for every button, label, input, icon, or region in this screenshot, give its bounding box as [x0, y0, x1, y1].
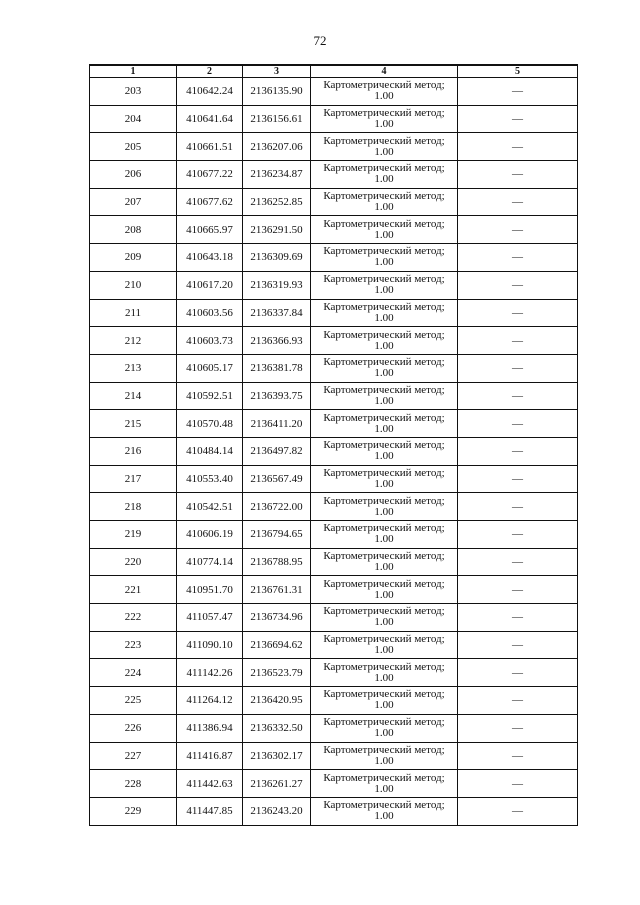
empty-dash: — — [512, 639, 523, 652]
method-cell — [311, 437, 458, 465]
point-number-cell: 203 — [90, 78, 177, 106]
method-cell — [311, 797, 458, 825]
y-coordinate-cell: 2136291.50 — [243, 216, 311, 244]
column-header-3: 3 — [243, 65, 311, 78]
method-cell — [311, 576, 458, 604]
empty-dash: — — [512, 85, 523, 98]
table-row — [90, 687, 578, 715]
column-header-5: 5 — [458, 65, 578, 78]
method-accuracy: 1.00 — [374, 533, 394, 546]
x-coordinate-cell: 410643.18 — [177, 244, 243, 272]
table-row — [90, 493, 578, 521]
y-coordinate-cell: 2136381.78 — [243, 354, 311, 382]
method-name: Картометрический метод; — [323, 660, 445, 673]
point-number-cell: 216 — [90, 437, 177, 465]
x-coordinate-cell: 410677.22 — [177, 161, 243, 189]
y-coordinate-cell: 2136694.62 — [243, 631, 311, 659]
method-name: Картометрический метод; — [323, 466, 445, 479]
description-cell — [458, 714, 578, 742]
empty-dash: — — [512, 777, 523, 790]
description-cell — [458, 576, 578, 604]
method-name: Картометрический метод; — [323, 79, 445, 92]
method-name: Картометрический метод; — [323, 273, 445, 286]
y-coordinate-cell: 2136420.95 — [243, 687, 311, 715]
y-coordinate-cell: 2136523.79 — [243, 659, 311, 687]
table-row — [90, 271, 578, 299]
point-number-cell: 228 — [90, 770, 177, 798]
method-name: Картометрический метод; — [323, 190, 445, 203]
table-row — [90, 299, 578, 327]
method-accuracy: 1.00 — [374, 145, 394, 158]
y-coordinate-cell: 2136332.50 — [243, 714, 311, 742]
point-number-cell: 225 — [90, 687, 177, 715]
point-number-cell: 217 — [90, 465, 177, 493]
table-row — [90, 382, 578, 410]
method-accuracy: 1.00 — [374, 173, 394, 186]
method-accuracy: 1.00 — [374, 311, 394, 324]
description-cell — [458, 631, 578, 659]
x-coordinate-cell: 410617.20 — [177, 271, 243, 299]
table-row — [90, 188, 578, 216]
empty-dash: — — [512, 666, 523, 679]
method-cell — [311, 188, 458, 216]
empty-dash: — — [512, 306, 523, 319]
x-coordinate-cell: 410553.40 — [177, 465, 243, 493]
empty-dash: — — [512, 556, 523, 569]
y-coordinate-cell: 2136252.85 — [243, 188, 311, 216]
empty-dash: — — [512, 196, 523, 209]
method-accuracy: 1.00 — [374, 367, 394, 380]
method-cell — [311, 687, 458, 715]
point-number-cell: 227 — [90, 742, 177, 770]
method-accuracy: 1.00 — [374, 118, 394, 131]
point-number-cell: 223 — [90, 631, 177, 659]
x-coordinate-cell: 411447.85 — [177, 797, 243, 825]
empty-dash: — — [512, 583, 523, 596]
y-coordinate-cell: 2136302.17 — [243, 742, 311, 770]
empty-dash: — — [512, 223, 523, 236]
description-cell — [458, 382, 578, 410]
point-number-cell: 206 — [90, 161, 177, 189]
table-row — [90, 548, 578, 576]
empty-dash: — — [512, 472, 523, 485]
method-name: Картометрический метод; — [323, 217, 445, 230]
table-row — [90, 797, 578, 825]
y-coordinate-cell: 2136567.49 — [243, 465, 311, 493]
method-name: Картометрический метод; — [323, 383, 445, 396]
description-cell — [458, 327, 578, 355]
description-cell — [458, 299, 578, 327]
y-coordinate-cell: 2136337.84 — [243, 299, 311, 327]
method-name: Картометрический метод; — [323, 743, 445, 756]
method-name: Картометрический метод; — [323, 688, 445, 701]
x-coordinate-cell: 410661.51 — [177, 133, 243, 161]
method-cell — [311, 631, 458, 659]
table-row — [90, 604, 578, 632]
point-number-cell: 207 — [90, 188, 177, 216]
method-cell — [311, 299, 458, 327]
empty-dash: — — [512, 500, 523, 513]
description-cell — [458, 78, 578, 106]
x-coordinate-cell: 411090.10 — [177, 631, 243, 659]
table-row — [90, 354, 578, 382]
table-row — [90, 521, 578, 549]
x-coordinate-cell: 410665.97 — [177, 216, 243, 244]
description-cell — [458, 244, 578, 272]
description-cell — [458, 410, 578, 438]
description-cell — [458, 770, 578, 798]
description-cell — [458, 548, 578, 576]
method-cell — [311, 410, 458, 438]
table-row — [90, 742, 578, 770]
method-cell — [311, 161, 458, 189]
description-cell — [458, 437, 578, 465]
point-number-cell: 208 — [90, 216, 177, 244]
method-cell — [311, 133, 458, 161]
point-number-cell: 218 — [90, 493, 177, 521]
method-accuracy: 1.00 — [374, 201, 394, 214]
method-cell — [311, 354, 458, 382]
method-cell — [311, 521, 458, 549]
empty-dash: — — [512, 528, 523, 541]
x-coordinate-cell: 410606.19 — [177, 521, 243, 549]
method-cell — [311, 742, 458, 770]
point-number-cell: 214 — [90, 382, 177, 410]
method-cell — [311, 493, 458, 521]
method-name: Картометрический метод; — [323, 439, 445, 452]
empty-dash: — — [512, 611, 523, 624]
column-header-2: 2 — [177, 65, 243, 78]
y-coordinate-cell: 2136497.82 — [243, 437, 311, 465]
table-row — [90, 78, 578, 106]
y-coordinate-cell: 2136135.90 — [243, 78, 311, 106]
y-coordinate-cell: 2136207.06 — [243, 133, 311, 161]
method-accuracy: 1.00 — [374, 588, 394, 601]
method-name: Картометрический метод; — [323, 550, 445, 563]
y-coordinate-cell: 2136393.75 — [243, 382, 311, 410]
table-row — [90, 770, 578, 798]
method-name: Картометрический метод; — [323, 716, 445, 729]
empty-dash: — — [512, 445, 523, 458]
method-accuracy: 1.00 — [374, 422, 394, 435]
method-name: Картометрический метод; — [323, 633, 445, 646]
method-accuracy: 1.00 — [374, 644, 394, 657]
method-accuracy: 1.00 — [374, 284, 394, 297]
method-accuracy: 1.00 — [374, 699, 394, 712]
description-cell — [458, 188, 578, 216]
point-number-cell: 219 — [90, 521, 177, 549]
table-row — [90, 244, 578, 272]
method-name: Картометрический метод; — [323, 162, 445, 175]
method-accuracy: 1.00 — [374, 727, 394, 740]
point-number-cell: 226 — [90, 714, 177, 742]
method-accuracy: 1.00 — [374, 394, 394, 407]
table-row — [90, 410, 578, 438]
x-coordinate-cell: 411416.87 — [177, 742, 243, 770]
description-cell — [458, 465, 578, 493]
table-row — [90, 659, 578, 687]
method-cell — [311, 604, 458, 632]
empty-dash: — — [512, 722, 523, 735]
x-coordinate-cell: 410774.14 — [177, 548, 243, 576]
point-number-cell: 213 — [90, 354, 177, 382]
point-number-cell: 221 — [90, 576, 177, 604]
description-cell — [458, 161, 578, 189]
method-cell — [311, 271, 458, 299]
x-coordinate-cell: 411442.63 — [177, 770, 243, 798]
point-number-cell: 204 — [90, 105, 177, 133]
description-cell — [458, 742, 578, 770]
description-cell — [458, 797, 578, 825]
method-accuracy: 1.00 — [374, 256, 394, 269]
point-number-cell: 209 — [90, 244, 177, 272]
empty-dash: — — [512, 168, 523, 181]
method-cell — [311, 216, 458, 244]
method-cell — [311, 548, 458, 576]
empty-dash: — — [512, 140, 523, 153]
method-accuracy: 1.00 — [374, 561, 394, 574]
point-number-cell: 210 — [90, 271, 177, 299]
y-coordinate-cell: 2136794.65 — [243, 521, 311, 549]
y-coordinate-cell: 2136319.93 — [243, 271, 311, 299]
method-cell — [311, 382, 458, 410]
point-number-cell: 229 — [90, 797, 177, 825]
method-accuracy: 1.00 — [374, 616, 394, 629]
empty-dash: — — [512, 279, 523, 292]
method-accuracy: 1.00 — [374, 671, 394, 684]
empty-dash: — — [512, 362, 523, 375]
description-cell — [458, 659, 578, 687]
empty-dash: — — [512, 749, 523, 762]
y-coordinate-cell: 2136156.61 — [243, 105, 311, 133]
y-coordinate-cell: 2136261.27 — [243, 770, 311, 798]
method-accuracy: 1.00 — [374, 90, 394, 103]
y-coordinate-cell: 2136761.31 — [243, 576, 311, 604]
method-name: Картометрический метод; — [323, 522, 445, 535]
table-row — [90, 161, 578, 189]
method-cell — [311, 327, 458, 355]
table-row — [90, 216, 578, 244]
empty-dash: — — [512, 113, 523, 126]
table-row — [90, 133, 578, 161]
method-accuracy: 1.00 — [374, 228, 394, 241]
x-coordinate-cell: 410603.56 — [177, 299, 243, 327]
x-coordinate-cell: 410592.51 — [177, 382, 243, 410]
y-coordinate-cell: 2136234.87 — [243, 161, 311, 189]
x-coordinate-cell: 410484.14 — [177, 437, 243, 465]
x-coordinate-cell: 410641.64 — [177, 105, 243, 133]
table-row — [90, 714, 578, 742]
table-row — [90, 327, 578, 355]
method-cell — [311, 78, 458, 106]
method-name: Картометрический метод; — [323, 411, 445, 424]
description-cell — [458, 271, 578, 299]
description-cell — [458, 521, 578, 549]
x-coordinate-cell: 410603.73 — [177, 327, 243, 355]
table-row — [90, 576, 578, 604]
x-coordinate-cell: 411264.12 — [177, 687, 243, 715]
point-number-cell: 212 — [90, 327, 177, 355]
point-number-cell: 215 — [90, 410, 177, 438]
description-cell — [458, 687, 578, 715]
method-accuracy: 1.00 — [374, 505, 394, 518]
table-row — [90, 631, 578, 659]
point-number-cell: 224 — [90, 659, 177, 687]
x-coordinate-cell: 411057.47 — [177, 604, 243, 632]
description-cell — [458, 105, 578, 133]
x-coordinate-cell: 410542.51 — [177, 493, 243, 521]
x-coordinate-cell: 410951.70 — [177, 576, 243, 604]
column-header-4: 4 — [311, 65, 458, 78]
page-number: 72 — [313, 33, 327, 48]
column-header-1: 1 — [90, 65, 177, 78]
empty-dash: — — [512, 694, 523, 707]
method-accuracy: 1.00 — [374, 339, 394, 352]
method-accuracy: 1.00 — [374, 782, 394, 795]
empty-dash: — — [512, 251, 523, 264]
point-number-cell: 220 — [90, 548, 177, 576]
method-name: Картометрический метод; — [323, 300, 445, 313]
y-coordinate-cell: 2136734.96 — [243, 604, 311, 632]
table-row — [90, 105, 578, 133]
x-coordinate-cell: 410605.17 — [177, 354, 243, 382]
method-name: Картометрический метод; — [323, 799, 445, 812]
empty-dash: — — [512, 334, 523, 347]
x-coordinate-cell: 410570.48 — [177, 410, 243, 438]
method-accuracy: 1.00 — [374, 450, 394, 463]
empty-dash: — — [512, 389, 523, 402]
x-coordinate-cell: 411142.26 — [177, 659, 243, 687]
method-name: Картометрический метод; — [323, 328, 445, 341]
empty-dash: — — [512, 417, 523, 430]
empty-dash: — — [512, 805, 523, 818]
method-accuracy: 1.00 — [374, 477, 394, 490]
y-coordinate-cell: 2136722.00 — [243, 493, 311, 521]
description-cell — [458, 493, 578, 521]
method-cell — [311, 465, 458, 493]
description-cell — [458, 216, 578, 244]
x-coordinate-cell: 410677.62 — [177, 188, 243, 216]
method-name: Картометрический метод; — [323, 494, 445, 507]
method-name: Картометрический метод; — [323, 605, 445, 618]
method-cell — [311, 105, 458, 133]
x-coordinate-cell: 410642.24 — [177, 78, 243, 106]
method-name: Картометрический метод; — [323, 577, 445, 590]
table-header-row — [90, 65, 578, 78]
method-name: Картометрический метод; — [323, 134, 445, 147]
point-number-cell: 211 — [90, 299, 177, 327]
coordinates-table — [89, 64, 578, 826]
method-accuracy: 1.00 — [374, 810, 394, 823]
point-number-cell: 222 — [90, 604, 177, 632]
method-cell — [311, 714, 458, 742]
method-name: Картометрический метод; — [323, 245, 445, 258]
method-cell — [311, 659, 458, 687]
method-accuracy: 1.00 — [374, 754, 394, 767]
description-cell — [458, 604, 578, 632]
method-name: Картометрический метод; — [323, 771, 445, 784]
y-coordinate-cell: 2136788.95 — [243, 548, 311, 576]
point-number-cell: 205 — [90, 133, 177, 161]
table-row — [90, 437, 578, 465]
description-cell — [458, 133, 578, 161]
method-name: Картометрический метод; — [323, 107, 445, 120]
method-cell — [311, 770, 458, 798]
y-coordinate-cell: 2136366.93 — [243, 327, 311, 355]
x-coordinate-cell: 411386.94 — [177, 714, 243, 742]
table-row — [90, 465, 578, 493]
method-name: Картометрический метод; — [323, 356, 445, 369]
y-coordinate-cell: 2136411.20 — [243, 410, 311, 438]
table-body — [90, 78, 578, 826]
y-coordinate-cell: 2136243.20 — [243, 797, 311, 825]
y-coordinate-cell: 2136309.69 — [243, 244, 311, 272]
method-cell — [311, 244, 458, 272]
description-cell — [458, 354, 578, 382]
